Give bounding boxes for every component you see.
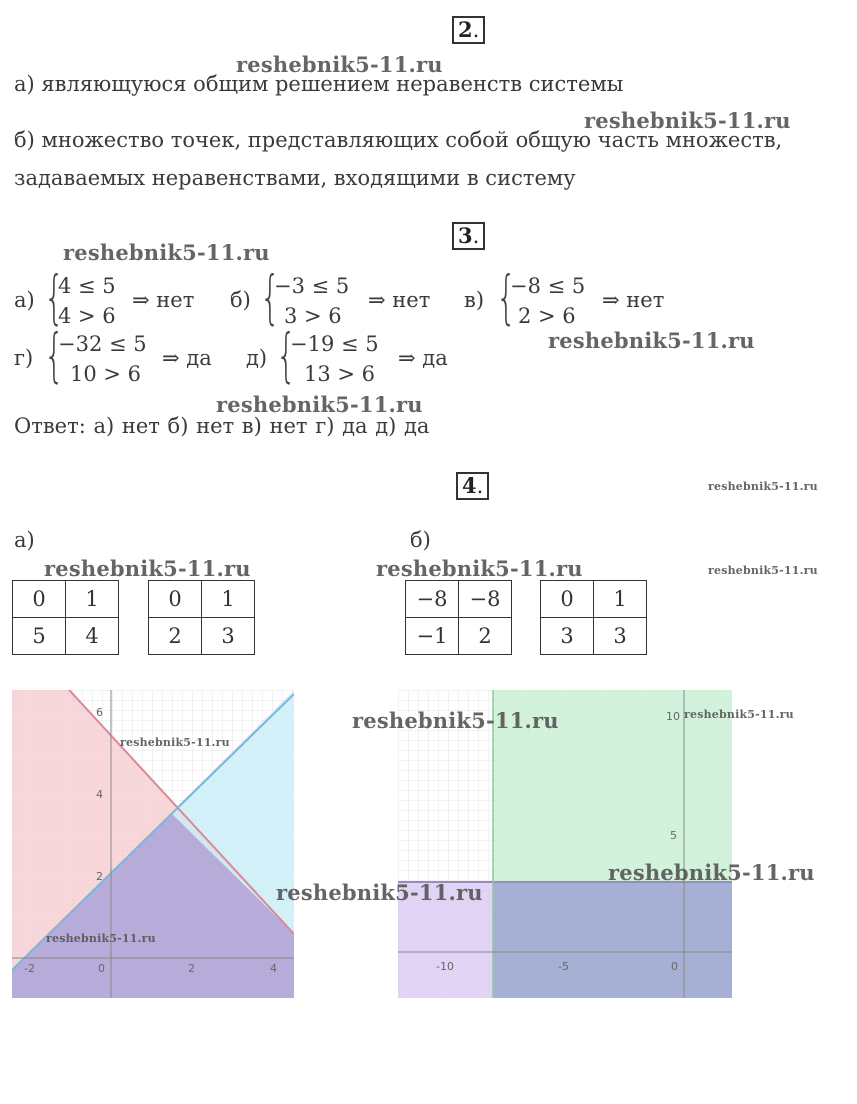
watermark: reshebnik5-11.ru bbox=[44, 556, 251, 581]
watermark: reshebnik5-11.ru bbox=[63, 240, 270, 265]
value-table-a2 bbox=[148, 580, 255, 655]
x-tick-label: 0 bbox=[671, 960, 678, 973]
table-cell: −8 bbox=[459, 581, 512, 618]
watermark: reshebnik5-11.ru bbox=[352, 708, 559, 733]
watermark: reshebnik5-11.ru bbox=[608, 860, 815, 885]
task-3-answer: Ответ: а) нет б) нет в) нет г) да д) да bbox=[14, 414, 430, 438]
table-cell: 3 bbox=[594, 618, 647, 655]
y-tick-label: 2 bbox=[96, 870, 103, 883]
y-tick-label: 5 bbox=[670, 829, 677, 842]
y-tick-label: 4 bbox=[96, 788, 103, 801]
y-tick-label: 6 bbox=[96, 706, 103, 719]
x-tick-label: 4 bbox=[270, 962, 277, 975]
table-cell: −8 bbox=[406, 581, 459, 618]
value-table-b2 bbox=[540, 580, 647, 655]
watermark: reshebnik5-11.ru bbox=[276, 880, 483, 905]
table-cell: 0 bbox=[13, 581, 66, 618]
y-tick-label: 10 bbox=[666, 710, 680, 723]
watermark: reshebnik5-11.ru bbox=[548, 328, 755, 353]
watermark: reshebnik5-11.ru bbox=[236, 52, 443, 77]
table-cell: 3 bbox=[541, 618, 594, 655]
part-a-label: а) bbox=[14, 528, 35, 552]
x-tick-label: -10 bbox=[436, 960, 454, 973]
task-3-number: 3. bbox=[452, 222, 485, 250]
graph-b bbox=[398, 690, 732, 998]
x-tick-label: 0 bbox=[98, 962, 105, 975]
table-cell: 3 bbox=[202, 618, 255, 655]
value-table-b1 bbox=[405, 580, 512, 655]
intersection-region bbox=[493, 882, 732, 998]
value-table-a1 bbox=[12, 580, 119, 655]
table-cell: 1 bbox=[66, 581, 119, 618]
task-4-number: 4. bbox=[456, 472, 489, 500]
table-cell: 0 bbox=[149, 581, 202, 618]
watermark: reshebnik5-11.ru bbox=[584, 108, 791, 133]
part-b-label: б) bbox=[410, 528, 431, 552]
table-cell: 4 bbox=[66, 618, 119, 655]
table-cell: 0 bbox=[541, 581, 594, 618]
x-tick-label: -5 bbox=[558, 960, 569, 973]
watermark: reshebnik5-11.ru bbox=[708, 564, 818, 577]
table-cell: 5 bbox=[13, 618, 66, 655]
task-2-number: 2. bbox=[452, 16, 485, 44]
watermark: reshebnik5-11.ru bbox=[684, 708, 794, 721]
table-cell: 1 bbox=[594, 581, 647, 618]
watermark: reshebnik5-11.ru bbox=[46, 932, 156, 945]
table-cell: 2 bbox=[149, 618, 202, 655]
watermark: reshebnik5-11.ru bbox=[120, 736, 230, 749]
watermark: reshebnik5-11.ru bbox=[708, 480, 818, 493]
watermark: reshebnik5-11.ru bbox=[376, 556, 583, 581]
task-2-answer-b-line2: задаваемых неравенствами, входящими в систему bbox=[14, 166, 576, 190]
x-tick-label: -2 bbox=[24, 962, 35, 975]
table-cell: 1 bbox=[202, 581, 255, 618]
table-cell: −1 bbox=[406, 618, 459, 655]
table-cell: 2 bbox=[459, 618, 512, 655]
task-2-answer-b-line1: б) множество точек, представляющих собой общую часть множеств, bbox=[14, 128, 783, 152]
watermark: reshebnik5-11.ru bbox=[216, 392, 423, 417]
task-2-answer-a: а) являющуюся общим решением неравенств системы bbox=[14, 72, 624, 96]
x-tick-label: 2 bbox=[188, 962, 195, 975]
